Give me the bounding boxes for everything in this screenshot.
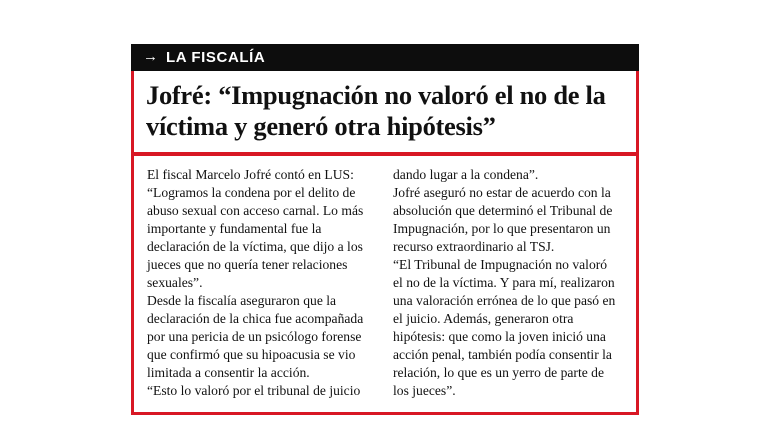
arrow-right-icon: → [143,48,157,65]
section-kicker-label: LA FISCALÍA [166,49,266,66]
headline-container [131,71,639,155]
paragraph: “Esto lo valoró por el tribunal de juicio [147,382,361,398]
paragraph: Jofré aseguró no estar de acuerdo con la absolución que determinó el Tribunal de Impugnación, por lo que presentaron un recurso extraordinario al TSJ. [393,185,613,255]
paragraph: “El Tribunal de Impugnación no valoró el no de la víctima. Y para mí, realizaron una valoración errónea de lo que pasó en el juicio. Además, generaron otra hipótesis: que como la joven inició una acción penal, también podía consentir la relación, lo que es un yerro de parte de los jueces”. [393,257,616,398]
page-title: Jofré: “Impugnación no valoró el no de la víctima y generó otra hipótesis” [146,80,606,141]
paragraph: El fiscal Marcelo Jofré contó en LUS: “Logramos la condena por el delito de abuso sexual con acceso carnal. Lo más importante y fundamental fue la declaración de la víctima, que dijo a los jueces que no quería tener relaciones sexuales”. [147,167,364,291]
article-column-left [147,166,373,399]
paragraph: Desde la fiscalía aseguraron que la declaración de la chica fue acompañada por una pericia de un psicólogo forense que confirmó que su hipoacusia se vio limitada a consentir la acción. [147,293,364,380]
article-body [131,155,639,414]
section-kicker-bar [131,44,639,71]
news-article [131,44,639,415]
article-column-right [393,166,619,399]
paragraph: dando lugar a la condena”. [393,167,539,183]
